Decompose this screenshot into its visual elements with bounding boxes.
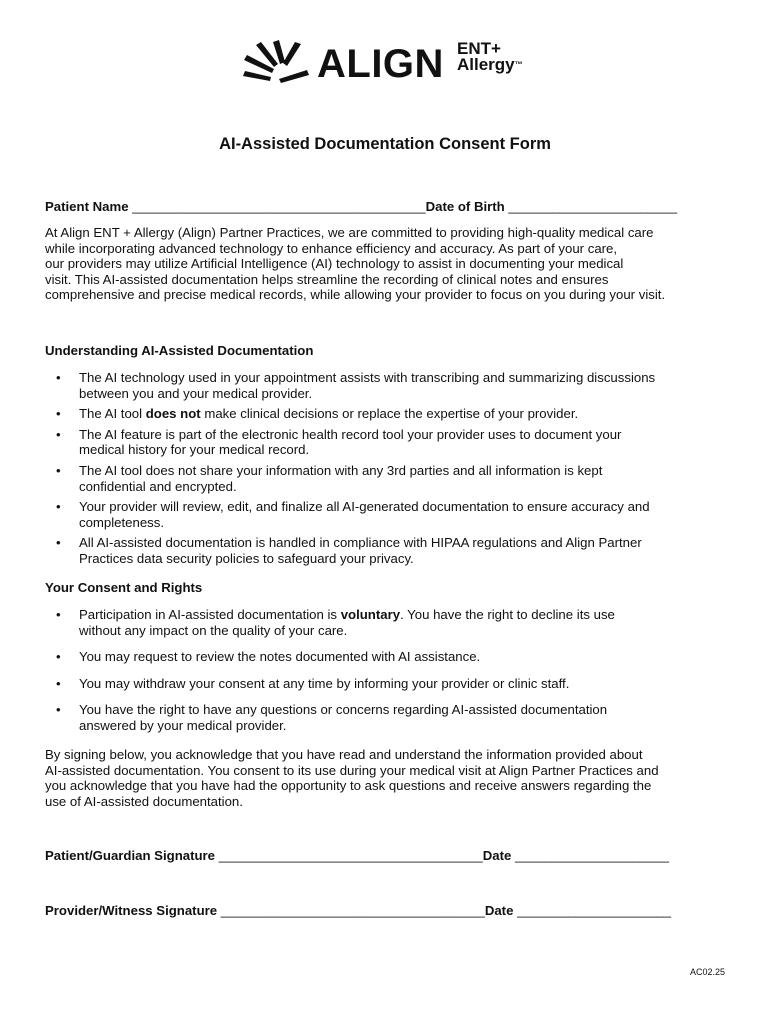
align-ent-allergy-logo	[241, 36, 541, 86]
bullet: •	[56, 702, 61, 718]
list-item	[45, 499, 735, 530]
intro-line: while incorporating advanced technology to enhance efficiency and accuracy. As part of your care,	[45, 240, 618, 256]
list-item-text: Your provider will review, edit, and finalize all AI-generated documentation to ensure accuracy and	[79, 499, 650, 515]
emphasis-text: does not	[145, 406, 201, 422]
bullet: •	[56, 462, 61, 478]
provider-signature-line	[45, 903, 671, 918]
list-item-text: confidential and encrypted.	[79, 478, 237, 494]
list-item	[45, 406, 735, 422]
logo-subtitle-line2: Allergy	[457, 55, 515, 74]
list-item-text: Participation in AI-assisted documentation is	[79, 607, 341, 622]
list-item-text: The AI feature is part of the electronic health record tool your provider uses to document your	[79, 426, 622, 442]
acknowledgement-paragraph	[45, 747, 735, 809]
bullet: •	[56, 649, 61, 665]
patient-name-label: Patient Name	[45, 199, 129, 214]
bullet: •	[56, 607, 61, 622]
list-item-text: without any impact on the quality of your care.	[79, 622, 348, 638]
date-of-birth-field[interactable]: _______________________	[508, 199, 678, 214]
list-item	[45, 463, 735, 494]
list-item-text: Practices data security policies to safeguard your privacy.	[79, 550, 414, 566]
understanding-list	[45, 370, 735, 567]
list-item	[45, 370, 735, 401]
patient-signature-label: Patient/Guardian Signature	[45, 848, 216, 863]
intro-line: our providers may utilize Artificial Intelligence (AI) technology to assist in documenting your medical	[45, 256, 624, 272]
form-title: AI-Assisted Documentation Consent Form	[219, 135, 551, 153]
list-item	[45, 427, 735, 458]
patient-name-field[interactable]: ________________________________________	[132, 199, 426, 214]
patient-date-field[interactable]: _____________________	[515, 848, 670, 863]
intro-line: At Align ENT + Allergy (Align) Partner Practices, we are committed to providing high-quality medical care	[45, 225, 654, 240]
list-item-text: answered by your medical provider.	[79, 717, 287, 733]
acknowledgement-line: AI-assisted documentation. You consent to its use during your medical visit at Align Partner Practices and	[45, 762, 659, 778]
logo-wordmark: ALIGN	[317, 42, 444, 86]
list-item-text: You have the right to have any questions or concerns regarding AI-assisted documentation	[79, 702, 608, 718]
date-of-birth-label: Date of Birth	[425, 199, 505, 214]
provider-signature-field[interactable]: ____________________________________	[220, 903, 485, 918]
list-item-text: make clinical decisions or replace the expertise of your provider.	[200, 406, 579, 422]
list-item-text: All AI-assisted documentation is handled in compliance with HIPAA regulations and Align Partner	[79, 535, 642, 551]
bullet: •	[56, 499, 61, 515]
list-item-text: medical history for your medical record.	[79, 442, 310, 458]
intro-line: visit. This AI-assisted documentation helps streamline the recording of clinical notes and ensures	[45, 271, 609, 287]
list-item	[45, 607, 735, 638]
patient-info-line	[45, 199, 677, 215]
form-code: AC02.25	[689, 967, 725, 977]
logo-subtitle	[457, 41, 523, 73]
consent-heading: Your Consent and Rights	[45, 580, 203, 595]
list-item-text: The AI technology used in your appointment assists with transcribing and summarizing discussions	[79, 370, 656, 385]
list-item-text: . You have the right to decline its use	[400, 607, 615, 622]
sunburst-logo-icon	[241, 36, 313, 86]
consent-list	[45, 607, 735, 734]
bullet: •	[56, 370, 61, 385]
bullet: •	[56, 675, 61, 691]
trademark-symbol: ™	[514, 60, 523, 69]
list-item-text: The AI tool	[79, 406, 146, 422]
logo-subtitle-line1: ENT+	[457, 39, 501, 58]
list-item	[45, 676, 735, 692]
bullet: •	[56, 535, 61, 551]
provider-date-label: Date	[484, 903, 514, 918]
list-item-text: You may request to review the notes documented with AI assistance.	[79, 649, 481, 665]
intro-line: comprehensive and precise medical records, while allowing your provider to focus on you during your visit.	[45, 287, 666, 303]
patient-signature-field[interactable]: ____________________________________	[218, 848, 483, 863]
list-item-text: The AI tool does not share your information with any 3rd parties and all information is kept	[79, 462, 603, 478]
provider-signature-label: Provider/Witness Signature	[45, 903, 218, 918]
list-item-text: You may withdraw your consent at any time by informing your provider or clinic staff.	[79, 675, 570, 691]
bullet: •	[56, 426, 61, 442]
bullet: •	[56, 406, 61, 422]
provider-date-field[interactable]: _____________________	[517, 903, 672, 918]
acknowledgement-line: you acknowledge that you have had the opportunity to ask questions and receive answers regarding the	[45, 778, 652, 794]
patient-signature-line	[45, 848, 669, 863]
patient-date-label: Date	[482, 848, 512, 863]
acknowledgement-line: use of AI-assisted documentation.	[45, 793, 243, 809]
understanding-heading: Understanding AI-Assisted Documentation	[45, 343, 314, 358]
intro-paragraph	[45, 225, 735, 303]
emphasis-text: voluntary	[340, 607, 401, 622]
list-item	[45, 535, 735, 566]
list-item-text: between you and your medical provider.	[79, 385, 313, 401]
acknowledgement-line: By signing below, you acknowledge that you have read and understand the information provided about	[45, 747, 643, 762]
list-item	[45, 702, 735, 733]
list-item	[45, 649, 735, 665]
list-item-text: completeness.	[79, 514, 165, 530]
